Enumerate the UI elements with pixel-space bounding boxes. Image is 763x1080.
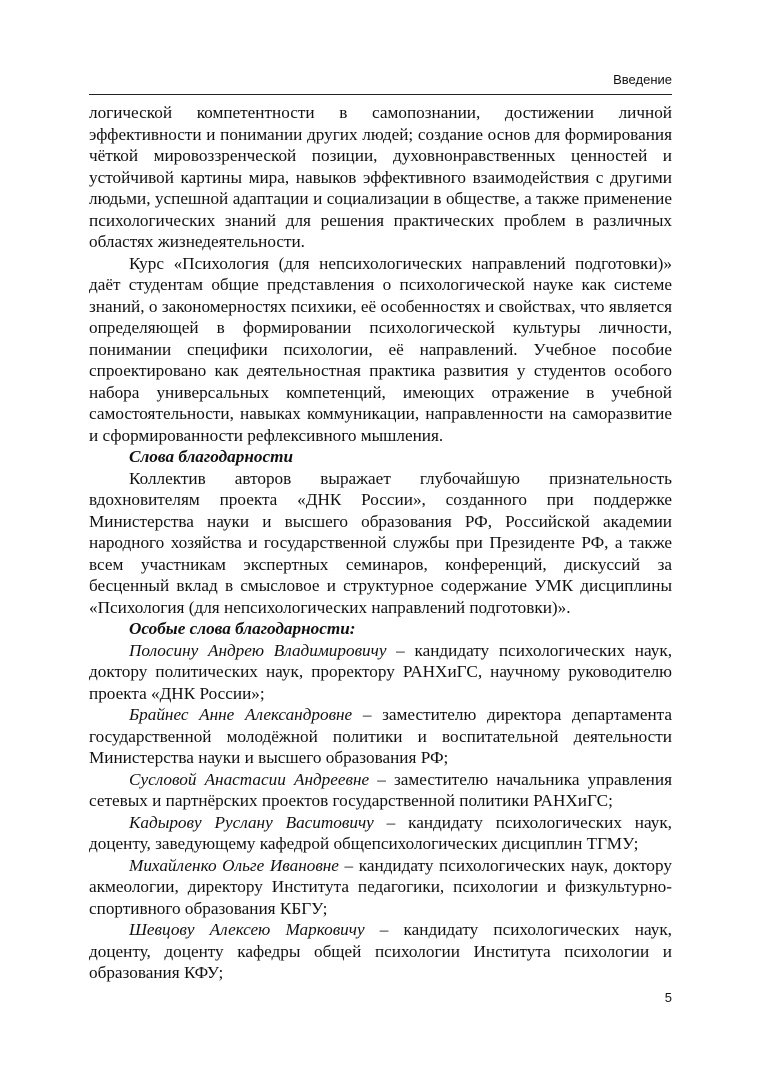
acknowledgement-item (89, 812, 672, 855)
special-thanks-heading: Особые слова благодарности: (129, 619, 356, 638)
course-paragraph: Курс «Психология (для непсихологических направлений подготовки)» даёт студентам общие представления о психологической науке как системе знаний, о закономерностях психики, её особенностях и свойствах, что является определяющей в формировании психологической культуры личности, понимании специфики психологии, её направлений. Учебное пособие спроектировано как деятельностная практика развития у студентов особого набора универсальных компетенций, имеющих отражение в учебной самостоятельности, навыках коммуникации, направленности на саморазвитие и сформированности рефлексивного мышления. (89, 253, 672, 445)
page-body (89, 102, 672, 984)
person-role: – заместителю директора департамента государственной молодёжной политики и воспитательной деятельности Министерства науки и высшего образования РФ; (89, 705, 672, 767)
acknowledgement-item (89, 769, 672, 812)
person-name: Шевцову Алексею Марковичу (129, 920, 365, 939)
person-name: Брайнес Анне Александровне (129, 705, 353, 724)
acknowledgement-item (89, 704, 672, 769)
person-role: – кандидату психологических наук, доктору акмеологии, директору Института педагогики, психологии и физкультурно-спортивного образования КБГУ; (89, 855, 672, 918)
thanks-heading: Слова благодарности (129, 447, 294, 466)
person-name: Михайленко Ольге Ивановне (129, 855, 339, 875)
running-header-title: Введение (613, 72, 672, 87)
page-number: 5 (664, 990, 672, 1005)
header-rule (89, 94, 672, 95)
person-role: – кандидату психологических наук, доценту, заведующему кафедрой общепсихологических дисциплин ТГМУ; (89, 812, 672, 853)
acknowledgement-item (89, 919, 672, 984)
person-name: Сусловой Анастасии Андреевне (129, 769, 370, 789)
intro-paragraph: логической компетентности в самопознании, достижении личной эффективности и понимании других людей; создание основ для формирования чёткой мировоззренческой позиции, духовнонравственных ценностей и устойчивой картины мира, навыков эффективного взаимодействия с другими людьми, успешной адаптации и социализации в обществе, а также применение психологических знаний для решения практических проблем в различных областях жизнедеятельности. (89, 103, 672, 251)
person-role: – заместителю начальника управления сетевых и партнёрских проектов государственной политики РАНХиГС; (89, 769, 672, 810)
person-role: – кандидату психологических наук, доценту, доценту кафедры общей психологии Института психологии и образования КФУ; (89, 920, 672, 982)
acknowledgement-item (89, 855, 672, 920)
person-name: Кадырову Руслану Васитовичу (129, 812, 374, 832)
person-role: – кандидату психологических наук, доктору политических наук, проректору РАНХиГС, научному руководителю проекта «ДНК России»; (89, 640, 672, 703)
person-name: Полосину Андрею Владимировичу (129, 640, 387, 660)
thanks-paragraph: Коллектив авторов выражает глубочайшую признательность вдохновителям проекта «ДНК России», созданного при поддержке Министерства науки и высшего образования РФ, Российской академии народного хозяйства и государственной службы при Президенте РФ, а также всем участникам экспертных семинаров, конференций, дискуссий за бесценный вклад в смысловое и структурное содержание УМК дисциплины «Психология (для непсихологических направлений подготовки)». (89, 468, 672, 617)
acknowledgement-item (89, 640, 672, 705)
